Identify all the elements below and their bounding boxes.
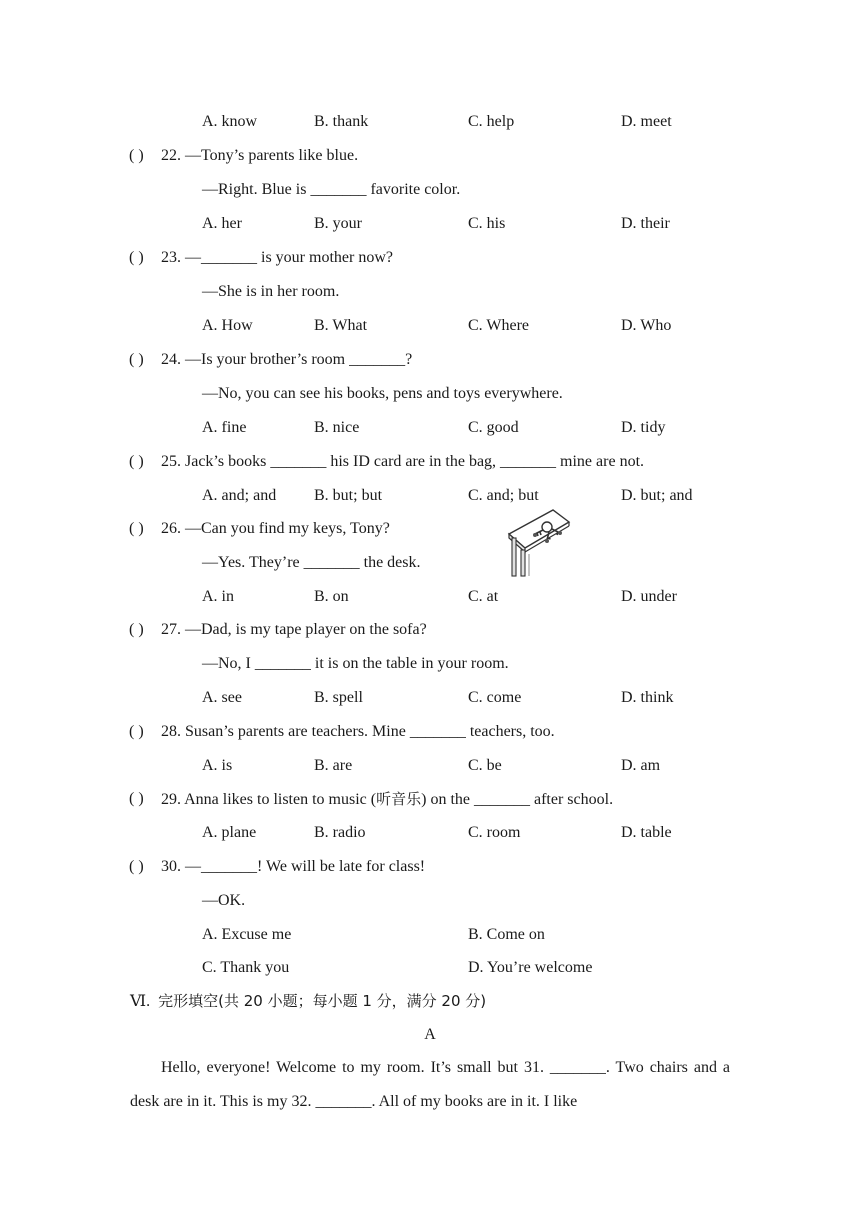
q29-stem (161, 789, 613, 810)
q25-option-a: A. and; and (202, 487, 277, 504)
q21-option-b: B. thank (314, 113, 369, 130)
q22-answer-bracket: ( ) (129, 147, 144, 164)
q26-stem: 26. —Can you find my keys, Tony? (161, 520, 390, 537)
q30-option-b: B. Come on (468, 926, 545, 943)
q30-option-c: C. Thank you (202, 959, 290, 976)
section-6-number: Ⅵ. (130, 993, 151, 1010)
q25-option-d: D. but; and (621, 487, 693, 504)
q27-option-a: A. see (202, 689, 242, 706)
passage-a-text (130, 1051, 730, 1119)
q25-option-b: B. but; but (314, 487, 383, 504)
q27-stem: 27. —Dad, is my tape player on the sofa? (161, 621, 427, 638)
q29-stem-b: ) on the _______ after school. (421, 791, 614, 808)
q23-option-a: A. How (202, 317, 253, 334)
q23-option-c: C. Where (468, 317, 530, 334)
q23-option-d: D. Who (621, 317, 672, 334)
passage-a-paragraph: Hello, everyone! Welcome to my room. It’s small but 31. _______. Two chairs and a desk are in it. This is my 32. _______. All of my books are in it. I like (130, 1059, 730, 1110)
q22-option-c: C. his (468, 215, 506, 232)
q25-answer-bracket: ( ) (129, 453, 144, 470)
q29-answer-bracket: ( ) (129, 790, 144, 807)
q30-answer-bracket: ( ) (129, 858, 144, 875)
section-6-title: 完形填空(共 20 小题；每小题 1 分，满分 20 分) (158, 992, 487, 1010)
q29-option-b: B. radio (314, 824, 366, 841)
q23-option-b: B. What (314, 317, 368, 334)
q24-option-c: C. good (468, 419, 519, 436)
passage-a-heading: A (424, 1026, 436, 1043)
q26-option-b: B. on (314, 588, 349, 605)
q29-option-c: C. room (468, 824, 521, 841)
q26-option-a: A. in (202, 588, 234, 605)
q23-line2: —She is in her room. (202, 283, 340, 300)
q30-stem: 30. —_______! We will be late for class! (161, 858, 426, 875)
q29-stem-chinese: 听音乐 (376, 790, 422, 808)
q22-line2: —Right. Blue is _______ favorite color. (202, 181, 461, 198)
q23-answer-bracket: ( ) (129, 249, 144, 266)
q26-option-d: D. under (621, 588, 677, 605)
q24-answer-bracket: ( ) (129, 351, 144, 368)
q24-line2: —No, you can see his books, pens and toys everywhere. (202, 385, 563, 402)
q30-line2: —OK. (202, 892, 246, 909)
q29-stem-a: 29. Anna likes to listen to music ( (161, 791, 377, 808)
q26-option-c: C. at (468, 588, 499, 605)
q22-option-d: D. their (621, 215, 670, 232)
q23-stem: 23. —_______ is your mother now? (161, 249, 393, 266)
q28-option-b: B. are (314, 757, 353, 774)
q28-option-d: D. am (621, 757, 661, 774)
q26-answer-bracket: ( ) (129, 520, 144, 537)
q21-option-a: A. know (202, 113, 258, 130)
q24-option-a: A. fine (202, 419, 247, 436)
q30-option-a: A. Excuse me (202, 926, 292, 943)
q29-option-d: D. table (621, 824, 672, 841)
q27-option-d: D. think (621, 689, 674, 706)
q22-option-a: A. her (202, 215, 242, 232)
q24-stem: 24. —Is your brother’s room _______? (161, 351, 413, 368)
q28-stem: 28. Susan’s parents are teachers. Mine _______ teachers, too. (161, 723, 555, 740)
q27-option-c: C. come (468, 689, 522, 706)
q29-option-a: A. plane (202, 824, 257, 841)
q24-option-d: D. tidy (621, 419, 666, 436)
q21-option-c: C. help (468, 113, 515, 130)
q21-option-d: D. meet (621, 113, 672, 130)
q27-answer-bracket: ( ) (129, 621, 144, 638)
q25-stem: 25. Jack’s books _______ his ID card are in the bag, _______ mine are not. (161, 453, 645, 470)
q27-option-b: B. spell (314, 689, 363, 706)
q30-option-d: D. You’re welcome (468, 959, 593, 976)
q26-line2: —Yes. They’re _______ the desk. (202, 554, 421, 571)
q24-option-b: B. nice (314, 419, 360, 436)
keys-on-desk-icon (505, 506, 571, 578)
section-6-heading (130, 991, 486, 1012)
q28-option-c: C. be (468, 757, 502, 774)
q22-option-b: B. your (314, 215, 362, 232)
q25-option-c: C. and; but (468, 487, 539, 504)
q27-line2: —No, I _______ it is on the table in your room. (202, 655, 509, 672)
q22-stem: 22. —Tony’s parents like blue. (161, 147, 359, 164)
q28-answer-bracket: ( ) (129, 723, 144, 740)
q28-option-a: A. is (202, 757, 233, 774)
